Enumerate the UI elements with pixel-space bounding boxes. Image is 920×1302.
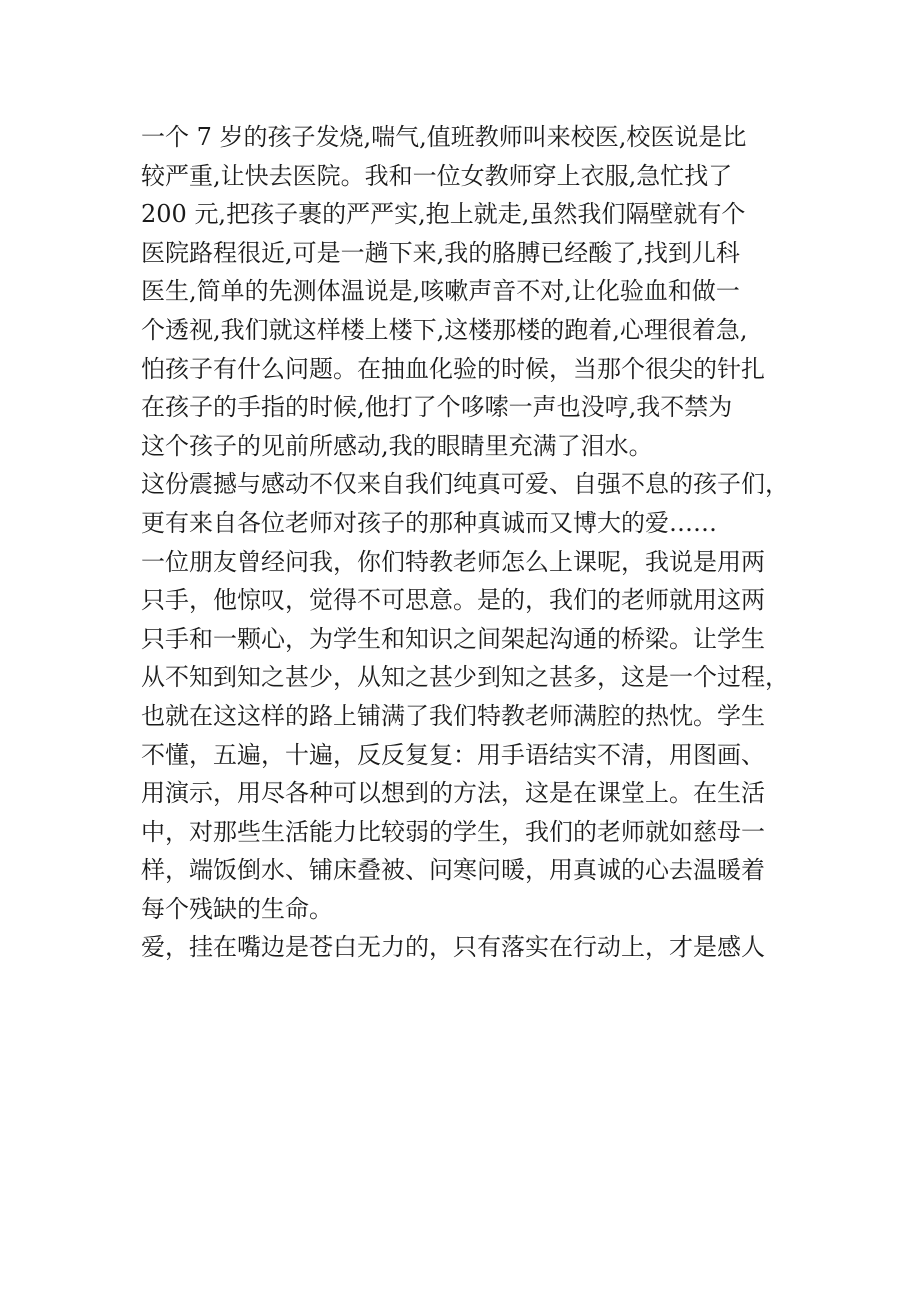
body-text [141,118,791,967]
text-line: 不懂，五遍，十遍，反反复复：用手语结实不清，用图画、 [141,740,765,769]
text-line: 样，端饭倒水、铺床叠被、问寒问暖，用真诚的心去温暖着 [141,856,765,885]
text-line: 只手和一颗心，为学生和知识之间架起沟通的桥梁。让学生 [141,624,765,653]
text-line: 在孩子的手指的时候,他打了个哆嗦一声也没哼,我不禁为 [141,393,733,422]
text-line: 较严重,让快去医院。我和一位女教师穿上衣服,急忙找了 [141,161,733,190]
text-line: 从不知到知之甚少，从知之甚少到知之甚多，这是一个过程， [141,663,789,692]
text-line: 200 元,把孩子裹的严严实,抱上就走,虽然我们隔壁就有个 [141,200,746,229]
text-line: 只手，他惊叹，觉得不可思意。是的，我们的老师就用这两 [141,586,765,615]
text-line: 这个孩子的见前所感动,我的眼睛里充满了泪水。 [141,431,653,460]
text-line: 怕孩子有什么问题。在抽血化验的时候，当那个很尖的针扎 [141,354,765,383]
text-line: 中，对那些生活能力比较弱的学生，我们的老师就如慈母一 [141,817,765,846]
text-line: 这份震撼与感动不仅来自我们纯真可爱、自强不息的孩子们， [141,470,789,499]
text-line: 医生,简单的先测体温说是,咳嗽声音不对,让化验血和做一 [141,277,740,306]
text-line: 医院路程很近,可是一趟下来,我的胳膊已经酸了,找到儿科 [141,238,740,267]
text-line: 一位朋友曾经问我，你们特教老师怎么上课呢，我说是用两 [141,547,765,576]
text-line: 每个残缺的生命。 [141,894,333,923]
text-line: 更有来自各位老师对孩子的那种真诚而又博大的爱…… [141,508,717,537]
text-line: 一个 7 岁的孩子发烧,喘气,值班教师叫来校医,校医说是比 [141,123,747,151]
text-line: 用演示，用尽各种可以想到的方法，这是在课堂上。在生活 [141,779,765,808]
text-line: 也就在这这样的路上铺满了我们特教老师满腔的热忱。学生 [141,701,765,730]
text-line: 爱，挂在嘴边是苍白无力的，只有落实在行动上，才是感人 [141,933,765,962]
text-line: 个透视,我们就这样楼上楼下,这楼那楼的跑着,心理很着急, [141,315,748,344]
